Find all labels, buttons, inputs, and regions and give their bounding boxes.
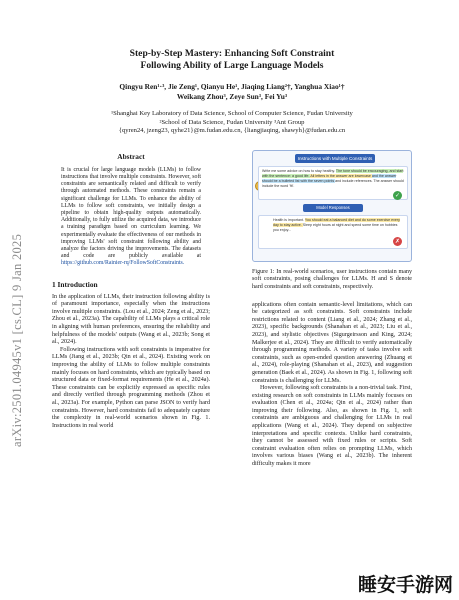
repository-link[interactable]: https://github.com/Rainier-rq/FollowSoftConstraints. [61,260,185,267]
site-watermark: 睡安手游网 [357,574,453,596]
section-introduction-heading: 1 Introduction [52,279,98,289]
figure-instruction-box [258,166,408,200]
figure-instructions-header: Instructions with Multiple Constraints [295,154,375,163]
affiliation-line-1: ¹Shanghai Key Laboratory of Data Science, School of Computer Science, Fudan University [111,110,353,117]
intro-paragraph-1: In the application of LLMs, their instruction following ability is of paramount importance, especially when the instructions involve multiple constraints. (Lou et al., 2024; Zeng et al., 2023; Zhou et al., 2023a). The capability of LLMs plays a critical role in aligning with human preferences, ensuring the reliability and helpfulness of the models' outputs (Wang et al., 2023b; Song et al., 2024). [52,293,210,346]
affiliation-line-2: ²School of Data Science, Fudan University ³Ant Group [159,118,305,126]
intro-paragraph-2: Following instructions with soft constraints is imperative for LLMs (Jiang et al., 2023b; Qin et al., 2024). Existing work on improving the ability of LLMs to follow multiple constraints mainly focuses on hard constraints, which are typically based on structured data or fixed-format requirements (He et al., 2024a). These constraints can be explicitly expressed as specific rules and directly verified through programming methods (Zhou et al., 2023a). For example, Python can parse JSON to verify hard constraints. However, hard constraints fail to adequately capture the complexity in real-world scenarios shown in Fig. 1. Instructions in real world [52,346,210,429]
paper-page [52,48,412,469]
abstract-heading: Abstract [117,151,145,161]
affiliation-emails: {qyren24, jzeng23, qyhe21}@m.fudan.edu.cn, {liangjiaqing, shawyh}@fudan.edu.cn [118,127,346,135]
figure-response-box [258,215,408,249]
abstract-text: It is crucial for large language models (LLMs) to follow instructions that involve multiple constraints. However, soft constraints are semantically related and difficult to verify through automated methods. These constraints remain a significant challenge for LLMs. To enhance the ability of LLMs to follow soft constraints, we initially design a pipeline to obtain high-quality outputs automatically. Additionally, to fully utilize the acquired data, we introduce a training paradigm based on curriculum learning. We experimentally evaluate the effectiveness of our methods in improving LLMs' soft constraint following ability and analyze the factors driving the improvements. The datasets and code are publicly available at [61,166,201,260]
right-paragraph-1: applications often contain semantic-level limitations, which can be categorized as soft constraints. Soft constraints include restrictions related to content (Liang et al., 2024; Zhang et al., 2023), specific backgrounds (Shanahan et al., 2023; Liu et al., 2023), and stylistic objectives (Sigurgeirsson and King, 2024; Malkerjee et al., 2024). They are difficult to verify automatically through programming methods. A variety of tasks involve soft constraints, such as open-ended question answering (Zhuang et al., 2024), role-playing (Shanahan et al., 2023), and suggestion generation (Baek et al., 2024). As shown in Fig. 1, following soft constraints is challenging for LLMs. [252,301,412,384]
figure-1-caption: Figure 1: In real-world scenarios, user instructions contain many soft constraints, posing challenges for LLMs. H and S denote hard constraints and soft constraints, respectively. [252,268,412,290]
figure-model-responses-label: Model Responses [303,204,363,212]
right-column [252,150,412,469]
instruction-soft-tone: The tone should be encouraging, [335,168,390,173]
figure-1 [252,150,412,262]
affiliations [52,110,412,136]
title-line-1: Step-by-Step Mastery: Enhancing Soft Constraint [129,48,335,59]
response-part-a: Health is important. [273,217,305,222]
arxiv-identifier: arXiv:2501.04945v1 [cs.CL] 9 Jan 2025 [10,233,24,447]
two-column-body [52,150,412,469]
response-part-b: You should eat a balanced diet and do some exercise every day to stay active. [273,217,400,227]
instruction-hard-lowercase: All letters in the answer are lowercase [310,173,372,178]
abstract-body [52,167,210,268]
paper-title [52,48,412,72]
instruction-part-f: and include references. The answer should include the word 'fit'. [262,179,404,189]
author-list [52,82,412,102]
instruction-start-sentence: and start with the sentence: a good life. [262,168,404,178]
authors-line-2: Weikang Zhou³, Zeye Sun³, Fei Yu³ [176,92,288,101]
response-part-c: Sleep eight hours at night and spend some time on hobbies you enjoy... [273,222,398,233]
instruction-part-a: Write me some advice on how to stay healthy. [262,168,336,173]
right-paragraph-2: However, following soft constraints is a non-trivial task. First, existing research on soft constraints in LLMs mainly focuses on evaluation (Chen et al., 2024a; Qin et al., 2024) rather than improving their following. Also, as shown in Fig. 1, soft constraints are ambiguous and challenging for LLMs in real applications (Wang et al., 2024). They depend on subjective interpretations and specific contexts. Unlike hard constraints, they cannot be assessed with fixed rules or scripts. Soft constraint evaluation often relies on prompting LLMs, which involves various biases (Wang et al., 2023b). The inherent difficulty makes it more [252,385,412,468]
constraint-violated-icon: ✗ [394,237,401,245]
title-line-2: Following Ability of Large Language Models [140,60,324,71]
authors-line-1: Qingyu Ren¹·³, Jie Zeng¹, Qianyu He¹, Jiaqing Liang²†, Yanghua Xiao¹† [119,82,345,91]
instruction-bulleted-list: and the answer should be a bulleted list with the seven points [262,173,397,184]
left-column [52,150,210,469]
constraint-satisfied-icon: ✓ [394,191,401,199]
